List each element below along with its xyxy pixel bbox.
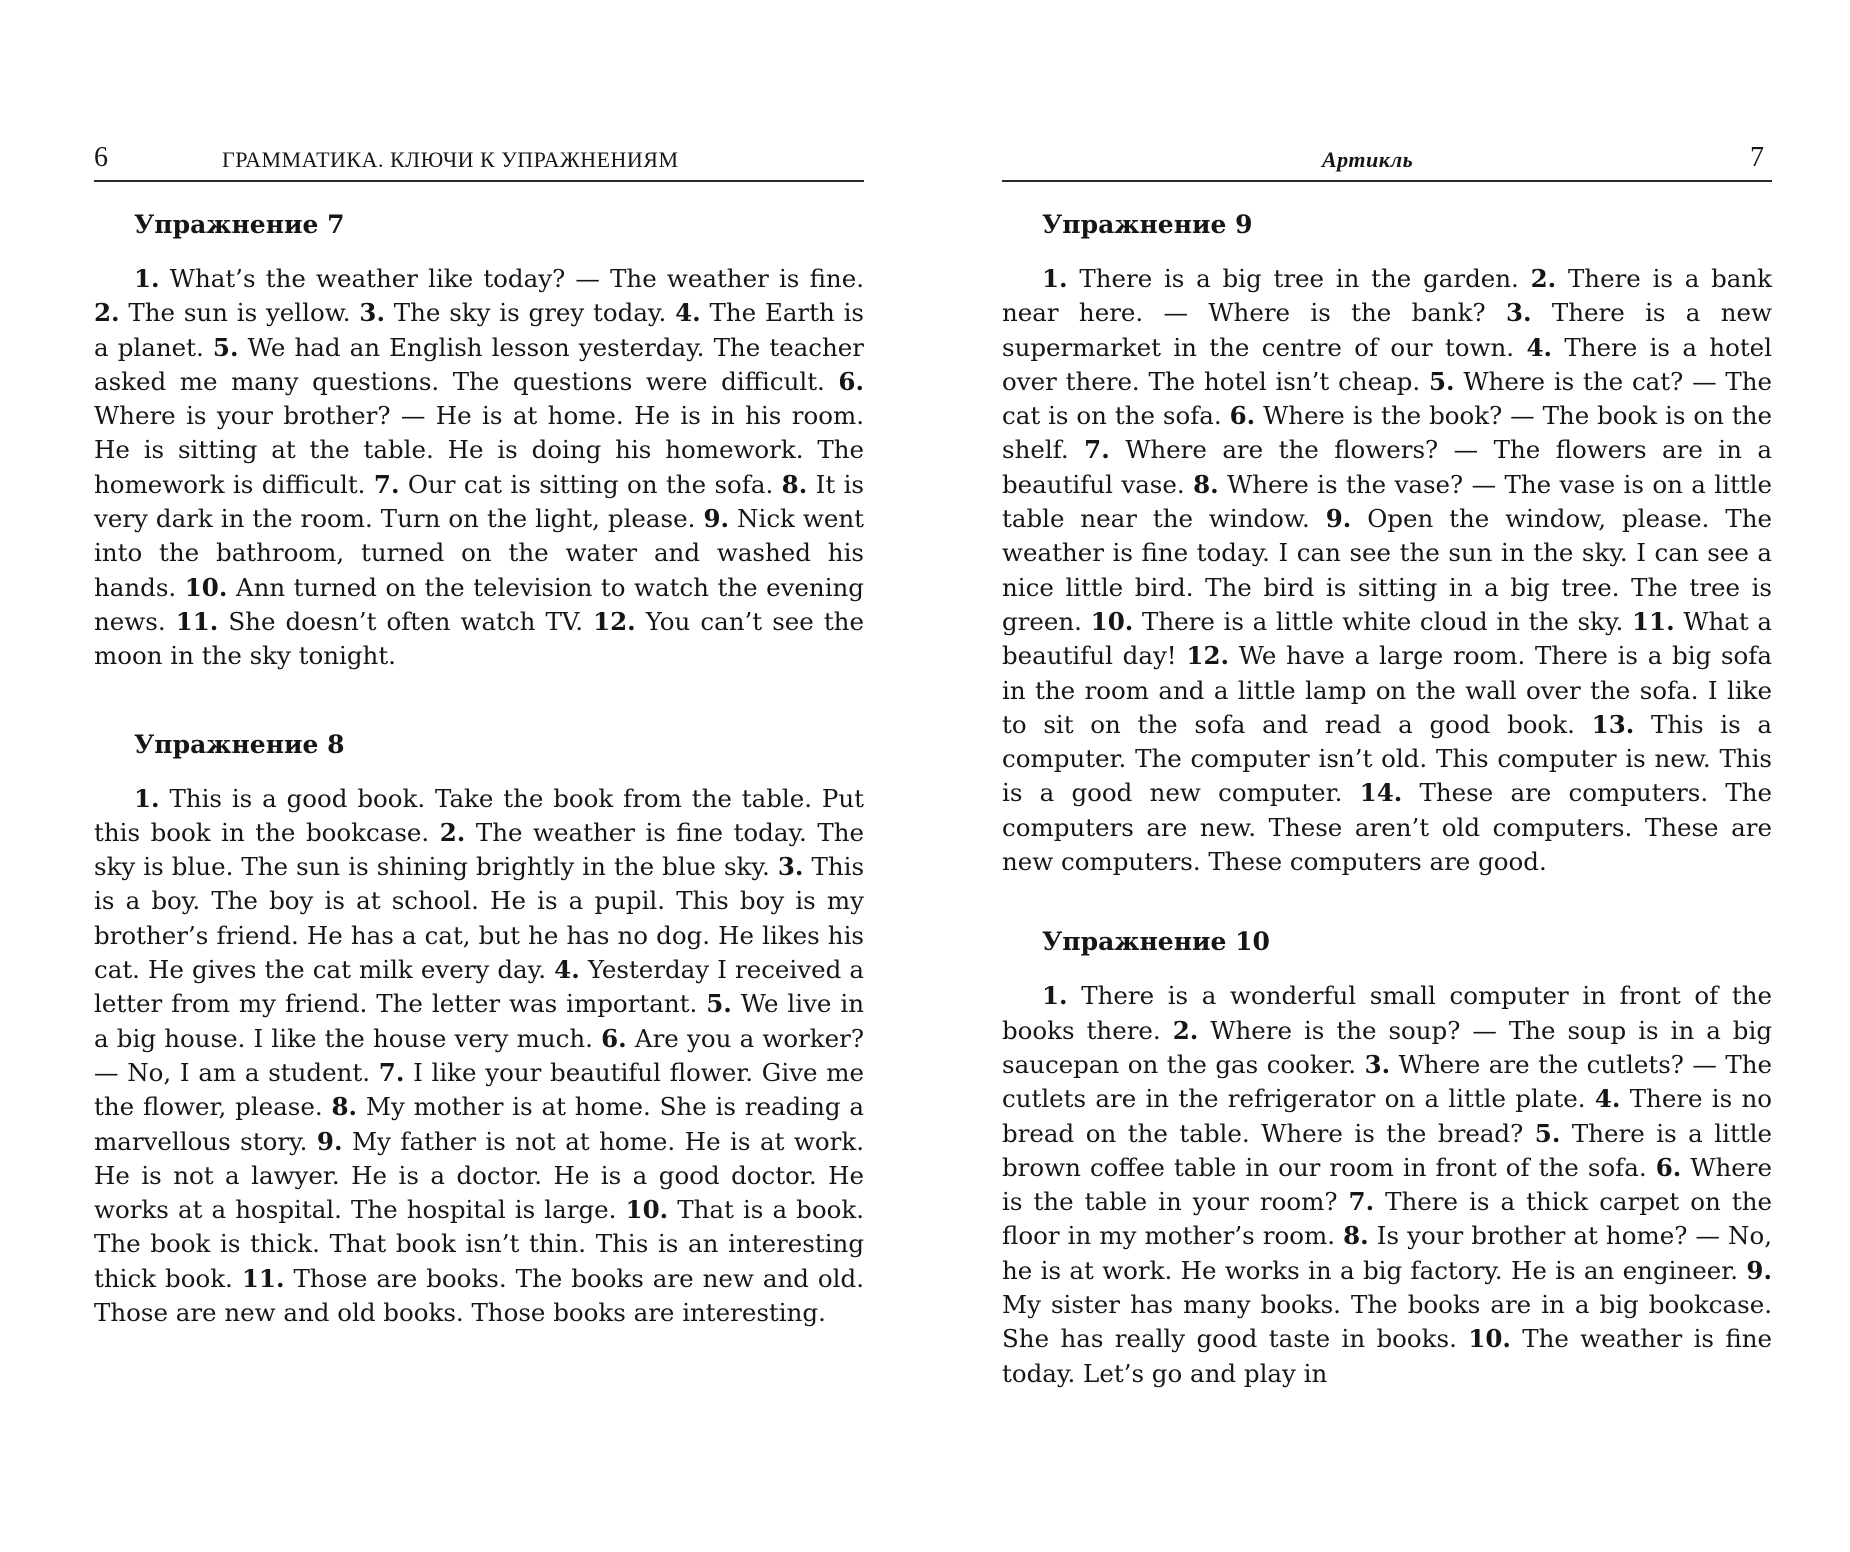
item-number: 7. — [373, 469, 400, 499]
item-number: 5. — [1428, 366, 1455, 396]
item-text: There is a thick carpet on the floor in my mother’s room. — [1002, 1187, 1772, 1251]
right-page — [1002, 140, 1772, 1391]
item-number: 3. — [359, 298, 385, 328]
item-number: 4. — [675, 298, 701, 328]
item-number: 13. — [1591, 709, 1635, 739]
item-number: 7. — [1084, 435, 1110, 465]
item-number: 9. — [1746, 1255, 1772, 1285]
item-text: Where are the flowers? — The flowers are in a beautiful vase. — [1002, 435, 1772, 499]
item-number: 11. — [175, 606, 219, 636]
item-number: 8. — [1193, 469, 1219, 499]
item-text: The weather is fine today. Let’s go and play in — [1002, 1324, 1772, 1388]
item-number: 2. — [439, 817, 466, 847]
item-number: 2. — [1530, 264, 1557, 293]
item-text: Open the window, please. The weather is fine today. I can see the sun in the sky. I can see a nice little bird. The bird is sitting in a big tree. The tree is green. — [1002, 504, 1772, 636]
item-text: What’s the weather like today? — The weather is fine. — [169, 264, 864, 293]
item-number: 10. — [625, 1195, 669, 1225]
item-number: 6. — [838, 366, 864, 396]
item-number: 2. — [1172, 1015, 1199, 1045]
item-number: 4. — [1594, 1084, 1621, 1114]
item-number: 12. — [1186, 641, 1230, 671]
item-text: It is very dark in the room. Turn on the light, please. — [94, 469, 864, 534]
item-text: There is a new supermarket in the centre of our town. — [1002, 298, 1773, 362]
item-text: Those are books. The books are new and old. Those are new and old books. Those books are interesting. — [94, 1263, 864, 1328]
item-text: These are computers. The computers are new. These aren’t old computers. These are new computers. These computers are good. — [1002, 778, 1772, 877]
item-number: 6. — [601, 1023, 627, 1053]
item-text: We have a large room. There is a big sofa in the room and a little lamp on the wall over the sofa. I like to sit on the sofa and read a good book. — [1002, 641, 1772, 739]
item-text: Where is the vase? — The vase is on a little table near the window. — [1002, 469, 1772, 534]
exercise-section — [94, 728, 864, 1331]
exercise-heading: Упражнение 9 — [1042, 210, 1253, 239]
item-text: Ann turned on the television to watch the evening news. — [94, 572, 864, 636]
item-number: 9. — [703, 504, 730, 534]
item-text: There is a little white cloud in the sky. — [1142, 606, 1624, 636]
exercise-answer-text — [94, 262, 864, 674]
item-number: 3. — [1364, 1049, 1391, 1079]
item-text: Where is your brother? — He is at home. He is in his room. He is sitting at the table. He is doing his homework. The homework is difficult. — [94, 401, 864, 499]
item-text: Where is the table in your room? — [1002, 1152, 1772, 1217]
item-number: 5. — [1534, 1118, 1561, 1148]
item-text: There is a bank near here. — Where is the bank? — [1002, 264, 1773, 328]
item-text: We had an English lesson yesterday. The teacher asked me many questions. The questions were difficult. — [94, 332, 864, 396]
item-text: I like your beautiful flower. Give me the flower, please. — [94, 1057, 864, 1122]
item-number: 11. — [1631, 606, 1675, 636]
item-text: Where is the soup? — The soup is in a big saucepan on the gas cooker. — [1002, 1015, 1773, 1079]
item-number: 5. — [706, 989, 732, 1019]
running-head-left — [94, 140, 864, 182]
item-number: 1. — [1042, 264, 1068, 293]
running-title: ГРАММАТИКА. КЛЮЧИ К УПРАЖНЕНИЯМ — [222, 147, 679, 172]
item-text: That is a book. The book is thick. That book isn’t thin. This is an interesting thick book. — [94, 1195, 864, 1293]
item-number: 1. — [1042, 981, 1068, 1011]
item-text: Yesterday I received a letter from my friend. The letter was important. — [94, 955, 864, 1019]
item-text: My mother is at home. She is reading a marvellous story. — [94, 1092, 864, 1156]
item-number: 3. — [1505, 298, 1532, 328]
item-number: 12. — [593, 606, 636, 636]
exercise-answer-text — [94, 782, 864, 1331]
item-text: Where are the cutlets? — The cutlets are in the refrigerator on a little plate. — [1002, 1049, 1772, 1114]
item-text: Our cat is sitting on the sofa. — [407, 469, 774, 499]
page-number: 7 — [1750, 142, 1764, 173]
item-number: 10. — [1090, 606, 1134, 636]
item-text: You can’t see the moon in the sky tonight. — [94, 606, 864, 671]
exercise-section — [1002, 925, 1772, 1391]
item-text: This is a good book. Take the book from the table. Put this book in the bookcase. — [94, 783, 864, 847]
item-text: She doesn’t often watch TV. — [228, 606, 584, 636]
item-text: Where is the cat? — The cat is on the sofa. — [1002, 366, 1772, 431]
item-text: Nick went into the bathroom, turned on the water and washed his hands. — [94, 504, 865, 602]
running-head-right — [1002, 140, 1772, 182]
exercise-answer-text — [1002, 979, 1772, 1391]
exercise-section — [94, 208, 864, 674]
item-number: 6. — [1229, 401, 1256, 431]
item-number: 7. — [1348, 1187, 1375, 1217]
running-title: Артикль — [1322, 147, 1414, 172]
item-number: 5. — [212, 332, 239, 362]
item-text: This is a computer. The computer isn’t old. This computer is new. This is a good new computer. — [1002, 709, 1772, 808]
item-text: There is a little brown coffee table in our room in front of the sofa. — [1002, 1118, 1773, 1182]
item-number: 8. — [781, 469, 808, 499]
item-text: Where is the book? — The book is on the shelf. — [1002, 401, 1772, 465]
exercise-answer-text — [1002, 262, 1772, 879]
exercise-heading: Упражнение 8 — [134, 729, 345, 759]
item-text: This is a boy. The boy is at school. He is a pupil. This boy is my brother’s friend. He has a cat, but he has no dog. He likes his cat. He gives the cat milk every day. — [94, 852, 865, 985]
item-number: 9. — [1325, 504, 1352, 534]
item-text: There is a big tree in the garden. — [1079, 264, 1519, 293]
item-text: There is a hotel over there. The hotel isn’t cheap. — [1002, 332, 1773, 396]
item-number: 1. — [134, 783, 160, 813]
item-text: We live in a big house. I like the house very much. — [94, 989, 864, 1053]
item-text: The weather is fine today. The sky is blue. The sun is shining brightly in the blue sky. — [94, 817, 864, 882]
item-number: 10. — [1468, 1324, 1511, 1354]
item-text: The Earth is a planet. — [94, 298, 864, 362]
item-text: Is your brother at home? — No, he is at work. He works in a big factory. He is an engineer. — [1002, 1221, 1772, 1285]
item-number: 11. — [241, 1263, 285, 1293]
item-number: 10. — [184, 572, 228, 602]
exercise-heading: Упражнение 7 — [134, 210, 345, 239]
item-number: 4. — [554, 955, 580, 985]
item-number: 6. — [1655, 1152, 1682, 1182]
item-number: 9. — [316, 1126, 343, 1156]
page-number: 6 — [94, 142, 108, 173]
item-text: There is a wonderful small computer in front of the books there. — [1002, 981, 1772, 1045]
item-text: My sister has many books. The books are in a big bookcase. She has really good taste in books. — [1002, 1290, 1772, 1354]
item-number: 2. — [94, 298, 120, 328]
item-text: My father is not at home. He is at work. He is not a lawyer. He is a doctor. He is a good doctor. He works at a hospital. The hospital is large. — [94, 1126, 864, 1225]
left-page — [94, 140, 864, 1330]
item-number: 1. — [134, 264, 160, 293]
item-number: 8. — [1343, 1221, 1369, 1251]
item-text: Are you a worker? — No, I am a student. — [94, 1023, 864, 1087]
item-number: 7. — [378, 1057, 405, 1087]
item-text: What a beautiful day! — [1002, 606, 1773, 671]
item-number: 8. — [331, 1092, 358, 1122]
item-number: 14. — [1359, 778, 1403, 808]
item-number: 3. — [777, 852, 804, 882]
item-text: The sky is grey today. — [393, 298, 667, 328]
exercise-heading: Упражнение 10 — [1042, 927, 1270, 957]
item-text: The sun is yellow. — [128, 298, 351, 328]
item-text: There is no bread on the table. Where is the bread? — [1002, 1084, 1773, 1148]
exercise-section — [1002, 208, 1772, 879]
item-number: 4. — [1526, 332, 1553, 362]
